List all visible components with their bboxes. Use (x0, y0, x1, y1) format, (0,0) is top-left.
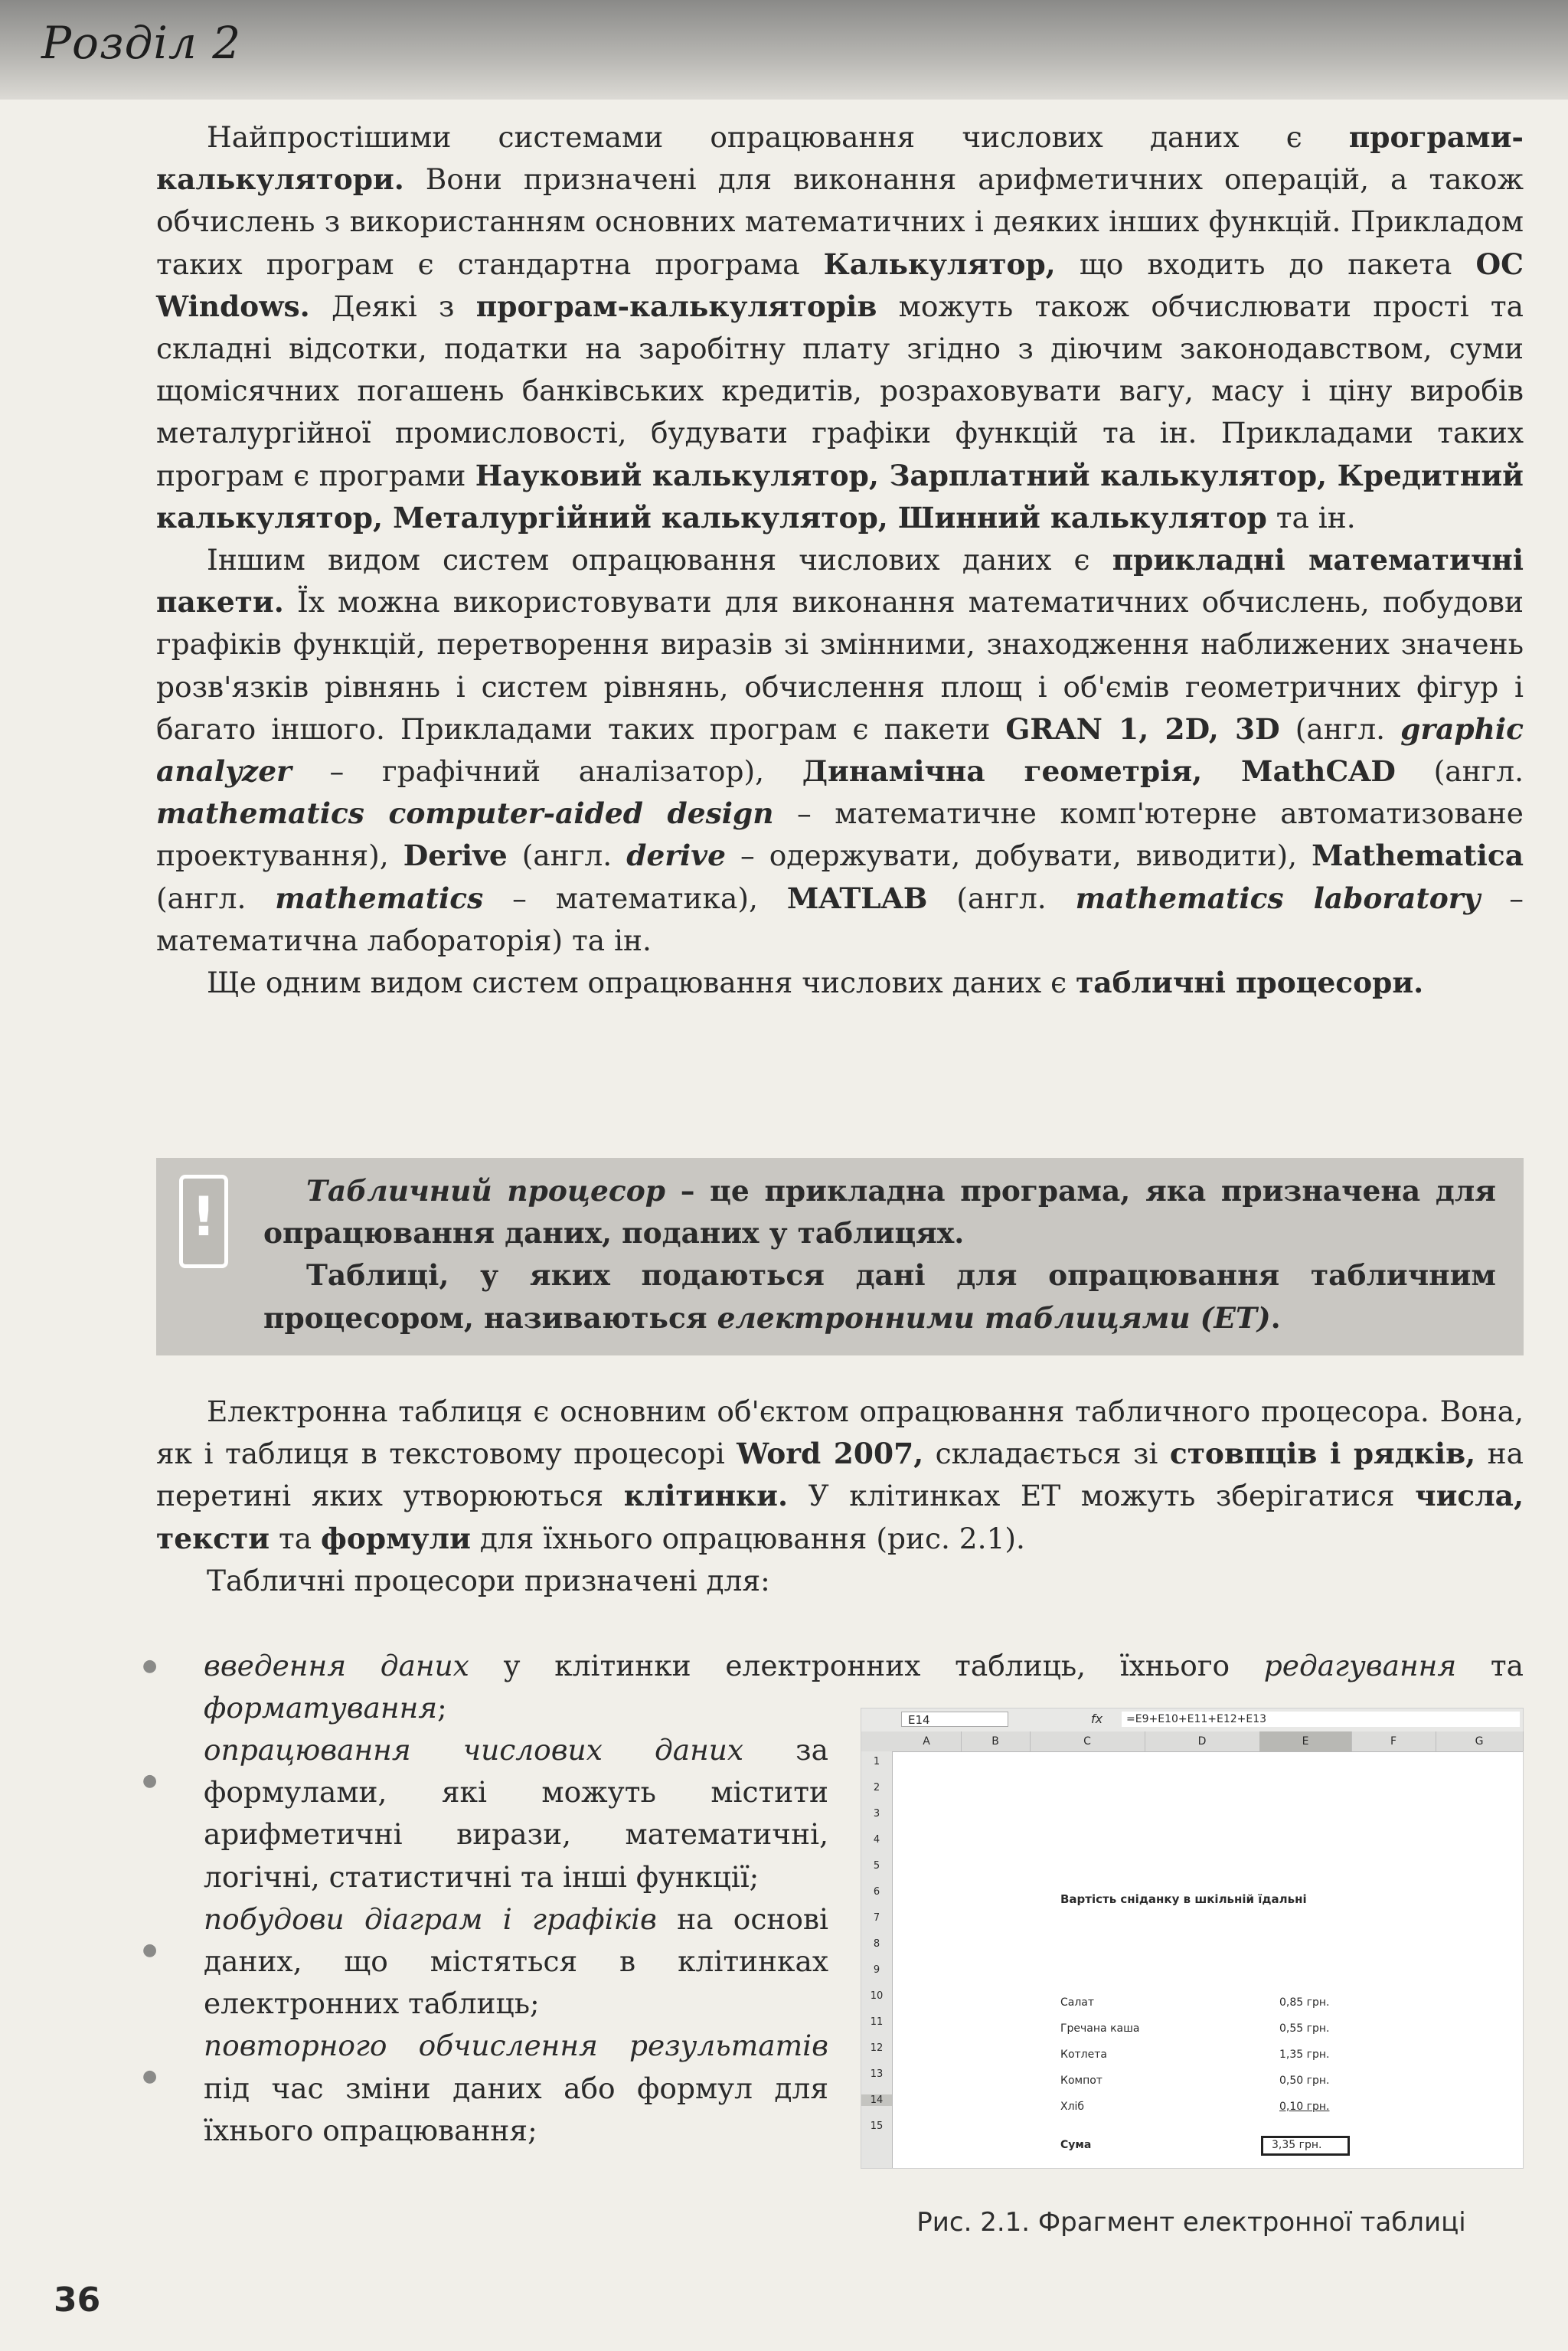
item-price[interactable]: 1,35 грн. (1279, 2049, 1330, 2061)
table-title[interactable]: Вартість сніданку в шкільній їдальні (1060, 1892, 1307, 1906)
definition-text: Табличний процесор – це прикладна програма, яка призначена для опрацювання даних, поданих у таблицях. Таблиці, у яких подаються дані для опрацювання табличним процесором, називаються електронними таблицями (ЕТ). (263, 1174, 1496, 1335)
column-header[interactable]: F (1351, 1731, 1436, 1751)
column-header[interactable]: B (961, 1731, 1031, 1751)
row-header[interactable]: 5 (873, 1860, 880, 1872)
main-text-middle (156, 1391, 1524, 1602)
row-header[interactable]: 2 (873, 1782, 880, 1793)
item-price[interactable]: 0,85 грн. (1279, 1996, 1330, 2009)
main-text-top (156, 116, 1524, 1004)
row-header[interactable]: 14 (861, 2094, 892, 2106)
row-header[interactable]: 13 (870, 2068, 884, 2080)
column-headers (861, 1731, 1523, 1752)
page-number: 36 (54, 2281, 101, 2320)
row-header[interactable]: 10 (870, 1990, 884, 2002)
column-header[interactable]: A (892, 1731, 962, 1751)
row-headers (861, 1751, 893, 2168)
sum-value[interactable]: 3,35 грн. (1272, 2139, 1322, 2151)
list-item-2: ● опрацювання числових даних за формулами, які можуть містити арифметичні вирази, математичні, логічні, статистичні та інші функції; (142, 1733, 828, 1894)
figure-caption: Рис. 2.1. Фрагмент електронної таблиці (916, 2207, 1466, 2238)
item-name[interactable]: Компот (1060, 2075, 1102, 2087)
row-header[interactable]: 1 (873, 1756, 880, 1767)
exclamation-icon: ! (179, 1175, 228, 1268)
bullet-icon: ● (142, 1940, 158, 1960)
sum-label[interactable]: Сума (1060, 2139, 1092, 2151)
formula-bar (861, 1708, 1523, 1732)
paragraph-spreadsheets-intro: Ще одним видом систем опрацювання числових даних є табличні процесори. (207, 966, 1424, 1000)
paragraph-math-packages: Іншим видом систем опрацювання числових даних є прикладні математичні пакети. Їх можна використовувати для виконання математичних обчислень, побудови графіків функцій, перетворення виразів зі змінними, знаходження наближених значень розв'язків рівнянь і систем рівнянь, обчислення площ і об'ємів геометричних фігур і багато іншого. Прикладами таких програм є пакети GRAN 1, 2D, 3D (англ. graphic analyzer – графічний аналізатор), Динамічна геометрія, MathCAD (англ. mathematics computer-aided design – математичне комп'ютерне автоматизоване проектування), Derive (англ. derive – одержувати, добувати, виводити), Mathematica (англ. mathematics – математика), MATLAB (англ. mathematics laboratory – математична лабораторія) та ін. (156, 543, 1524, 957)
item-name[interactable]: Котлета (1060, 2049, 1107, 2061)
item-price[interactable]: 0,50 грн. (1279, 2075, 1330, 2087)
paragraph-purpose: Табличні процесори призначені для: (207, 1563, 770, 1597)
column-header[interactable]: C (1030, 1731, 1145, 1751)
paragraph-calculators: Найпростішими системами опрацювання числових даних є програми-калькулятори. Вони призначені для виконання арифметичних операцій, а також обчислень з використанням основних математичних і деяких інших функцій. Прикладом таких програм є стандартна програма Калькулятор, що входить до пакета ОС Windows. Деякі з програм-калькуляторів можуть також обчислювати прості та складні відсотки, податки на заробітну плату згідно з діючим законодавством, суми щомісячних погашень банківських кредитів, розраховувати вагу, масу і ціну виробів металургійної промисловості, будувати графіки функцій та ін. Прикладами таких програм є програми Науковий калькулятор, Зарплатний калькулятор, Кредитний калькулятор, Металургійний калькулятор, Шинний калькулятор та ін. (156, 120, 1524, 535)
section-title: Розділ 2 (41, 17, 242, 69)
row-header[interactable]: 6 (873, 1886, 880, 1898)
spreadsheet-figure (861, 1708, 1524, 2169)
column-header[interactable]: G (1436, 1731, 1524, 1751)
definition-box (156, 1158, 1524, 1355)
bullet-icon: ● (142, 1771, 158, 1790)
bullet-icon: ● (142, 2067, 158, 2087)
column-header[interactable]: E (1259, 1731, 1352, 1751)
paragraph-spreadsheet-structure: Електронна таблиця є основним об'єктом опрацювання табличного процесора. Вона, як і таблиця в текстовому процесорі Word 2007, складається зі стовпців і рядків, на перетині яких утворюються клітинки. У клітинках ЕТ можуть зберігатися числа, тексти та формули для їхнього опрацювання (рис. 2.1). (156, 1395, 1524, 1555)
formula-field[interactable]: =E9+E10+E11+E12+E13 (1122, 1712, 1520, 1727)
row-header[interactable]: 4 (873, 1834, 880, 1846)
item-price[interactable]: 0,55 грн. (1279, 2022, 1330, 2035)
name-box[interactable]: E14 (901, 1712, 1008, 1727)
row-header[interactable]: 8 (873, 1938, 880, 1950)
item-name[interactable]: Салат (1060, 1996, 1095, 2009)
list-item-3: ● побудови діаграм і графіків на основі даних, що містяться в клітинках електронних таблиць; (142, 1901, 829, 2021)
fx-icon[interactable]: fx (1091, 1712, 1103, 1726)
row-header[interactable]: 15 (870, 2120, 884, 2132)
item-name[interactable]: Гречана каша (1060, 2022, 1140, 2035)
column-header[interactable]: D (1145, 1731, 1260, 1751)
row-header[interactable]: 12 (870, 2042, 884, 2054)
bullet-icon: ● (142, 1656, 158, 1676)
bullet-list-left (142, 1729, 829, 2152)
list-item-4: ● повторного обчислення результатів під час зміни даних або формул для їхнього опрацювання; (142, 2029, 828, 2147)
item-price[interactable]: 0,10 грн. (1279, 2101, 1330, 2113)
row-header[interactable]: 7 (873, 1912, 880, 1924)
row-header[interactable]: 11 (870, 2016, 884, 2028)
item-name[interactable]: Хліб (1060, 2101, 1085, 2113)
list-item-1: ● введення даних у клітинки електронних таблиць, їхнього редагування та форматування; (156, 1645, 1524, 1729)
row-header[interactable]: 9 (873, 1964, 880, 1976)
row-header[interactable]: 3 (873, 1808, 880, 1820)
